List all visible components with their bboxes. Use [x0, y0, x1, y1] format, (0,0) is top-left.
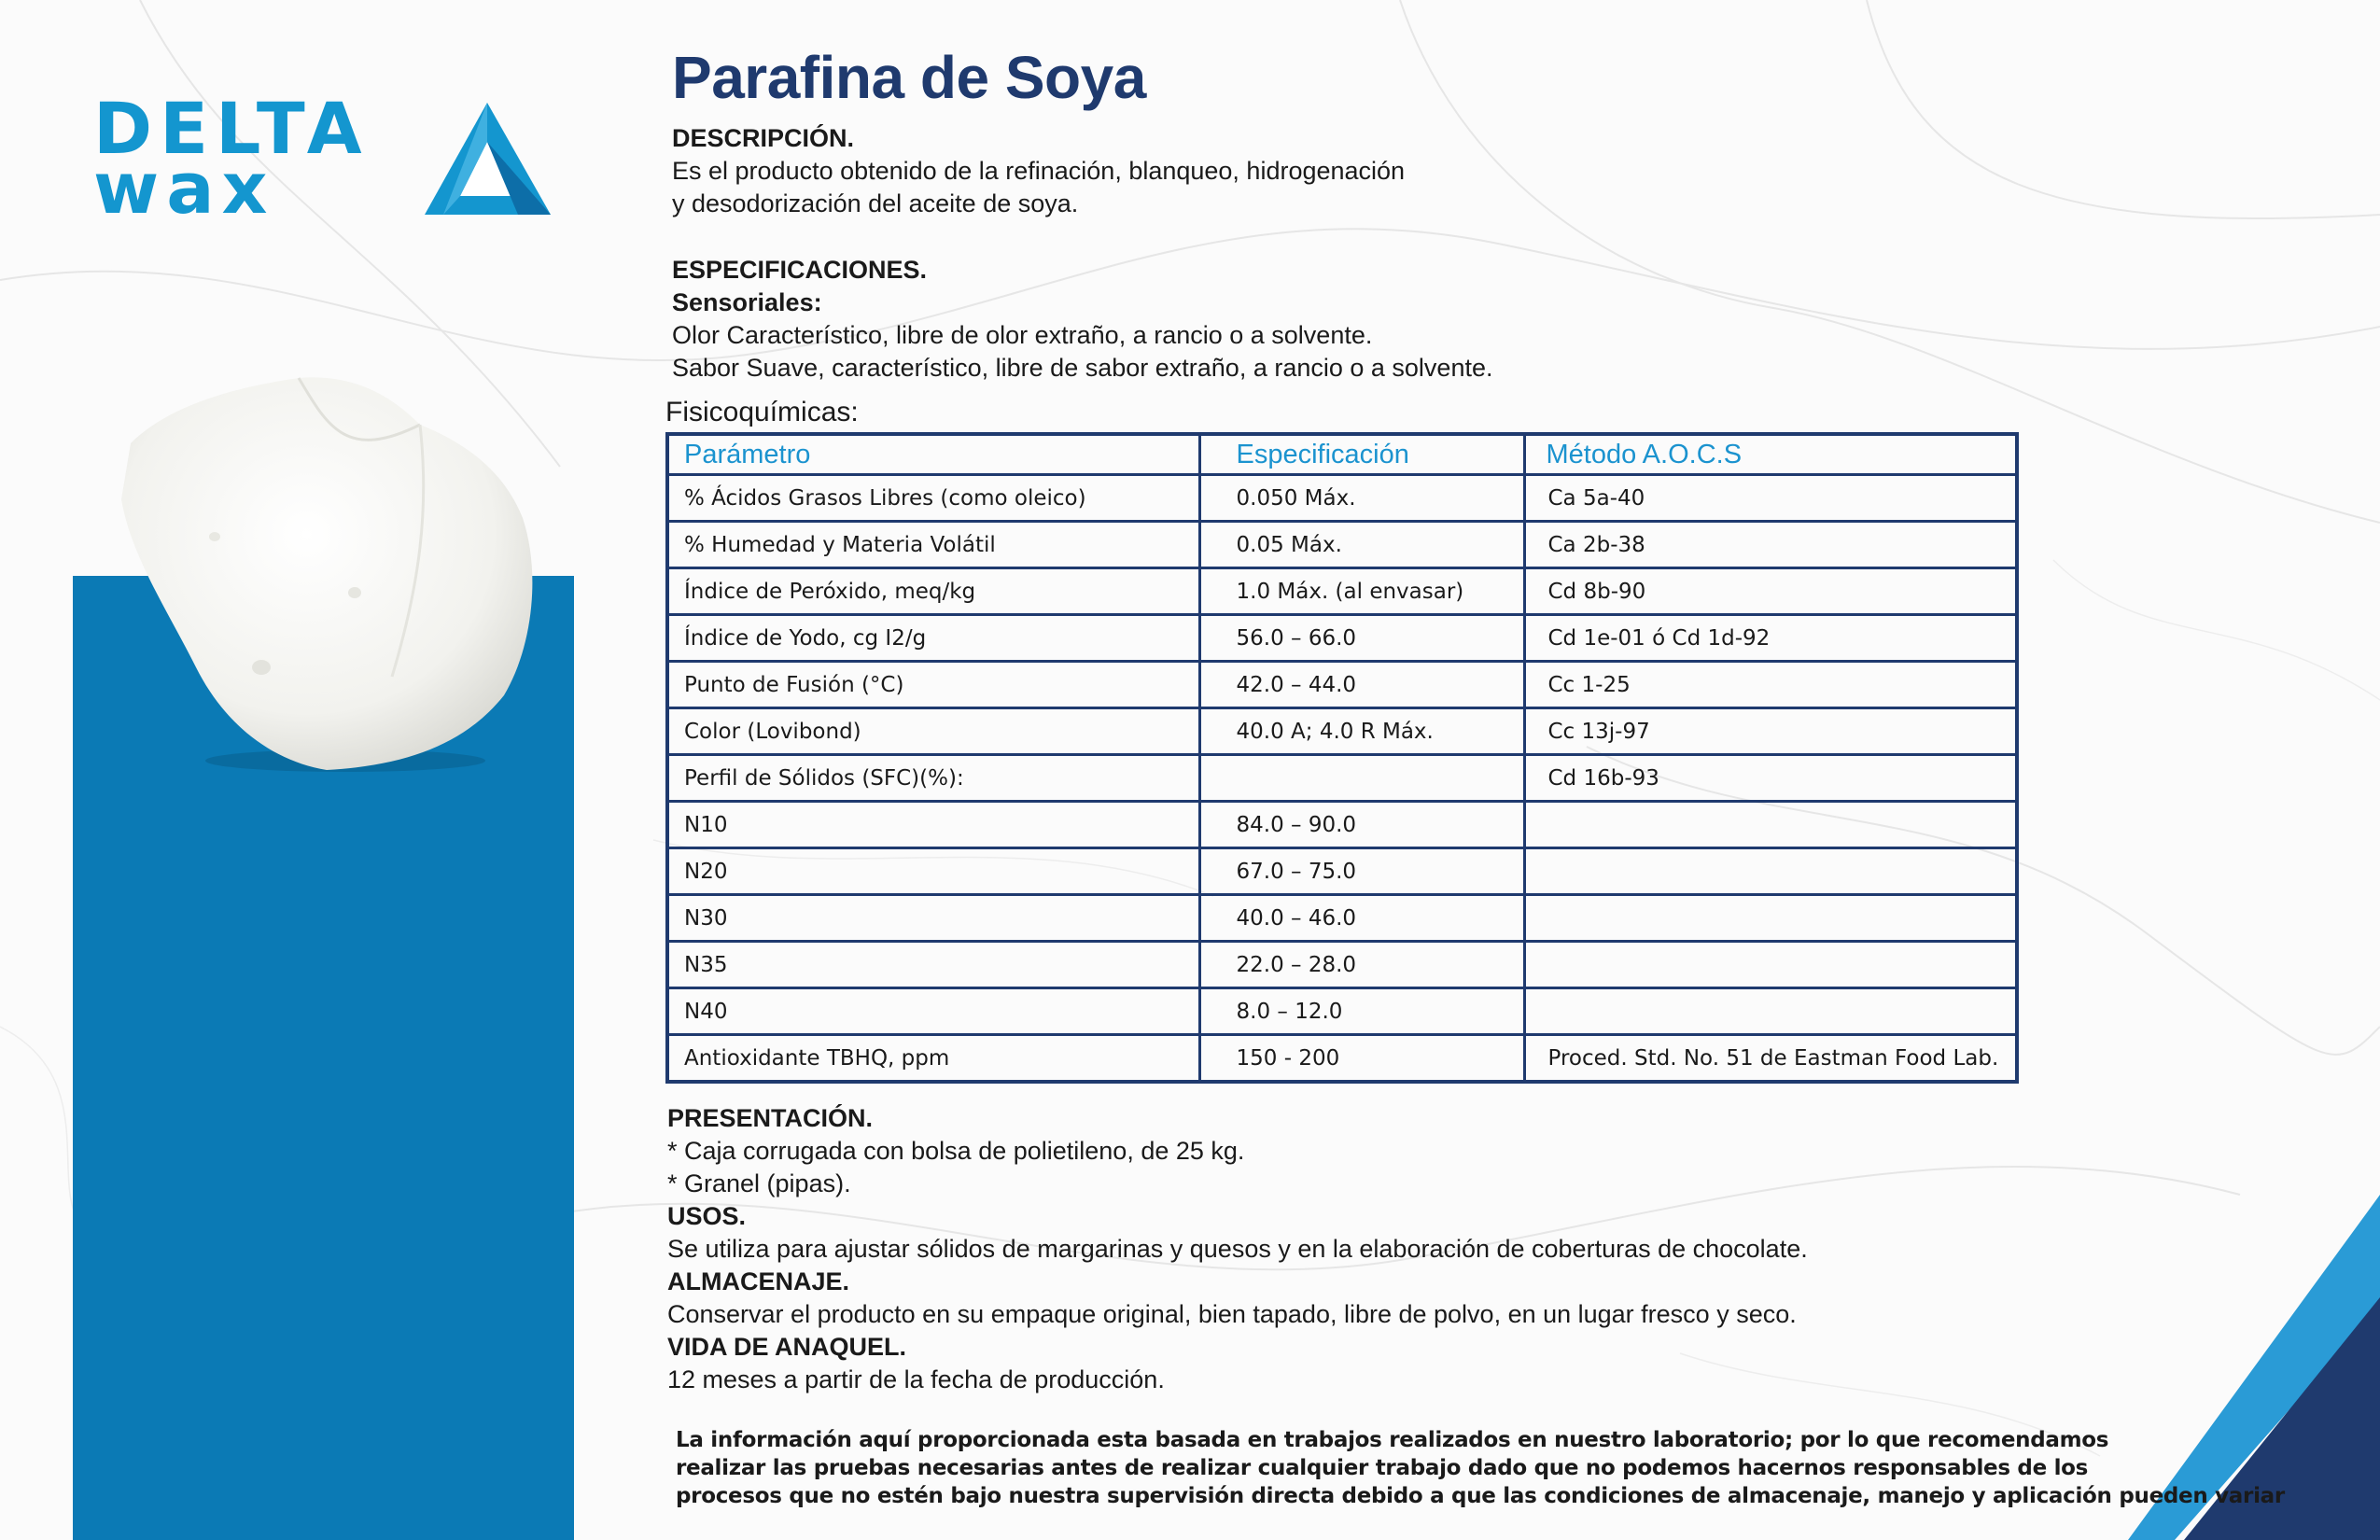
presentacion-item-1: * Caja corrugada con bolsa de polietileno, de 25 kg.	[667, 1137, 1245, 1165]
disclaimer-line-3: procesos que no estén bajo nuestra supervisión directa debido a que las condiciones de almacenaje, manejo y aplicación pueden variar	[676, 1484, 2285, 1508]
cell-metodo	[1524, 942, 2017, 988]
vida-anaquel-heading: VIDA DE ANAQUEL.	[667, 1333, 907, 1361]
cell-parametro: Perfil de Sólidos (SFC)(%):	[667, 755, 1199, 802]
cell-especificacion: 84.0 – 90.0	[1199, 802, 1524, 848]
cell-especificacion: 0.05 Máx.	[1199, 522, 1524, 568]
table-row	[667, 568, 2017, 615]
vida-anaquel-text: 12 meses a partir de la fecha de producción.	[667, 1365, 1165, 1393]
cell-especificacion: 67.0 – 75.0	[1199, 848, 1524, 895]
cell-metodo: Cd 16b-93	[1524, 755, 2017, 802]
cell-metodo: Cd 1e-01 ó Cd 1d-92	[1524, 615, 2017, 662]
usos-text: Se utiliza para ajustar sólidos de margarinas y quesos y en la elaboración de coberturas de chocolate.	[667, 1235, 1808, 1263]
cell-especificacion: 0.050 Máx.	[1199, 475, 1524, 522]
cell-parametro: Índice de Yodo, cg I2/g	[667, 615, 1199, 662]
presentacion-heading: PRESENTACIÓN.	[667, 1104, 874, 1132]
cell-especificacion: 8.0 – 12.0	[1199, 988, 1524, 1035]
cell-especificacion: 56.0 – 66.0	[1199, 615, 1524, 662]
almacenaje-heading: ALMACENAJE.	[667, 1267, 850, 1295]
cell-metodo	[1524, 988, 2017, 1035]
descripcion-heading: DESCRIPCIÓN.	[672, 124, 855, 152]
cell-parametro: Color (Lovibond)	[667, 708, 1199, 755]
presentacion-item-2: * Granel (pipas).	[667, 1169, 851, 1197]
cell-metodo: Ca 5a-40	[1524, 475, 2017, 522]
cell-parametro: Índice de Peróxido, meq/kg	[667, 568, 1199, 615]
cell-especificacion: 40.0 – 46.0	[1199, 895, 1524, 942]
cell-especificacion: 42.0 – 44.0	[1199, 662, 1524, 708]
cell-metodo: Cd 8b-90	[1524, 568, 2017, 615]
logo-text-wax: wax	[93, 147, 275, 230]
cell-especificacion	[1199, 755, 1524, 802]
cell-parametro: N35	[667, 942, 1199, 988]
cell-especificacion: 1.0 Máx. (al envasar)	[1199, 568, 1524, 615]
fisicoquimicas-heading: Fisicoquímicas:	[665, 397, 859, 427]
table-row	[667, 848, 2017, 895]
header-metodo: Método A.O.C.S	[1524, 434, 2017, 475]
cell-especificacion: 22.0 – 28.0	[1199, 942, 1524, 988]
table-row	[667, 802, 2017, 848]
header-especificacion: Especificación	[1199, 434, 1524, 475]
page-title: Parafina de Soya	[672, 44, 1146, 111]
cell-especificacion: 150 - 200	[1199, 1035, 1524, 1083]
cell-metodo: Ca 2b-38	[1524, 522, 2017, 568]
usos-heading: USOS.	[667, 1202, 747, 1230]
olor-text: Olor Característico, libre de olor extraño, a rancio o a solvente.	[672, 321, 1373, 349]
disclaimer-line-2: realizar las pruebas necesarias antes de realizar cualquier trabajo dado que no podemos hacernos responsables de los	[676, 1456, 2089, 1480]
cell-metodo	[1524, 802, 2017, 848]
sabor-text: Sabor Suave, característico, libre de sabor extraño, a rancio o a solvente.	[672, 354, 1493, 382]
cell-parametro: % Humedad y Materia Volátil	[667, 522, 1199, 568]
table-row	[667, 615, 2017, 662]
cell-metodo: Cc 1-25	[1524, 662, 2017, 708]
table-row	[667, 895, 2017, 942]
cell-parametro: N30	[667, 895, 1199, 942]
almacenaje-text: Conservar el producto en su empaque original, bien tapado, libre de polvo, en un lugar fresco y seco.	[667, 1300, 1797, 1328]
cell-parametro: % Ácidos Grasos Libres (como oleico)	[667, 475, 1199, 522]
cell-especificacion: 40.0 A; 4.0 R Máx.	[1199, 708, 1524, 755]
cell-parametro: N10	[667, 802, 1199, 848]
cell-metodo	[1524, 848, 2017, 895]
cell-parametro: N20	[667, 848, 1199, 895]
cell-metodo	[1524, 895, 2017, 942]
cell-parametro: Punto de Fusión (°C)	[667, 662, 1199, 708]
descripcion-line-1: Es el producto obtenido de la refinación, blanqueo, hidrogenación	[672, 157, 1406, 185]
table-header-row	[667, 434, 2017, 475]
table-row	[667, 522, 2017, 568]
table-row	[667, 755, 2017, 802]
cell-metodo: Cc 13j-97	[1524, 708, 2017, 755]
table-row	[667, 942, 2017, 988]
table-row	[667, 988, 2017, 1035]
table-row	[667, 1035, 2017, 1083]
logo-text-delta: DELTA	[93, 87, 370, 170]
table-row	[667, 475, 2017, 522]
sensoriales-heading: Sensoriales:	[672, 288, 822, 316]
table-row	[667, 662, 2017, 708]
specifications-table	[665, 432, 2019, 1084]
disclaimer	[676, 1426, 2285, 1510]
especificaciones-heading: ESPECIFICACIONES.	[672, 256, 928, 284]
disclaimer-line-1: La información aquí proporcionada esta basada en trabajos realizados en nuestro laboratorio; por lo que recomendamos	[676, 1428, 2109, 1452]
descripcion-line-2: y desodorización del aceite de soya.	[672, 189, 1079, 217]
cell-metodo: Proced. Std. No. 51 de Eastman Food Lab.	[1524, 1035, 2017, 1083]
cell-parametro: N40	[667, 988, 1199, 1035]
table-row	[667, 708, 2017, 755]
header-parametro: Parámetro	[667, 434, 1199, 475]
cell-parametro: Antioxidante TBHQ, ppm	[667, 1035, 1199, 1083]
